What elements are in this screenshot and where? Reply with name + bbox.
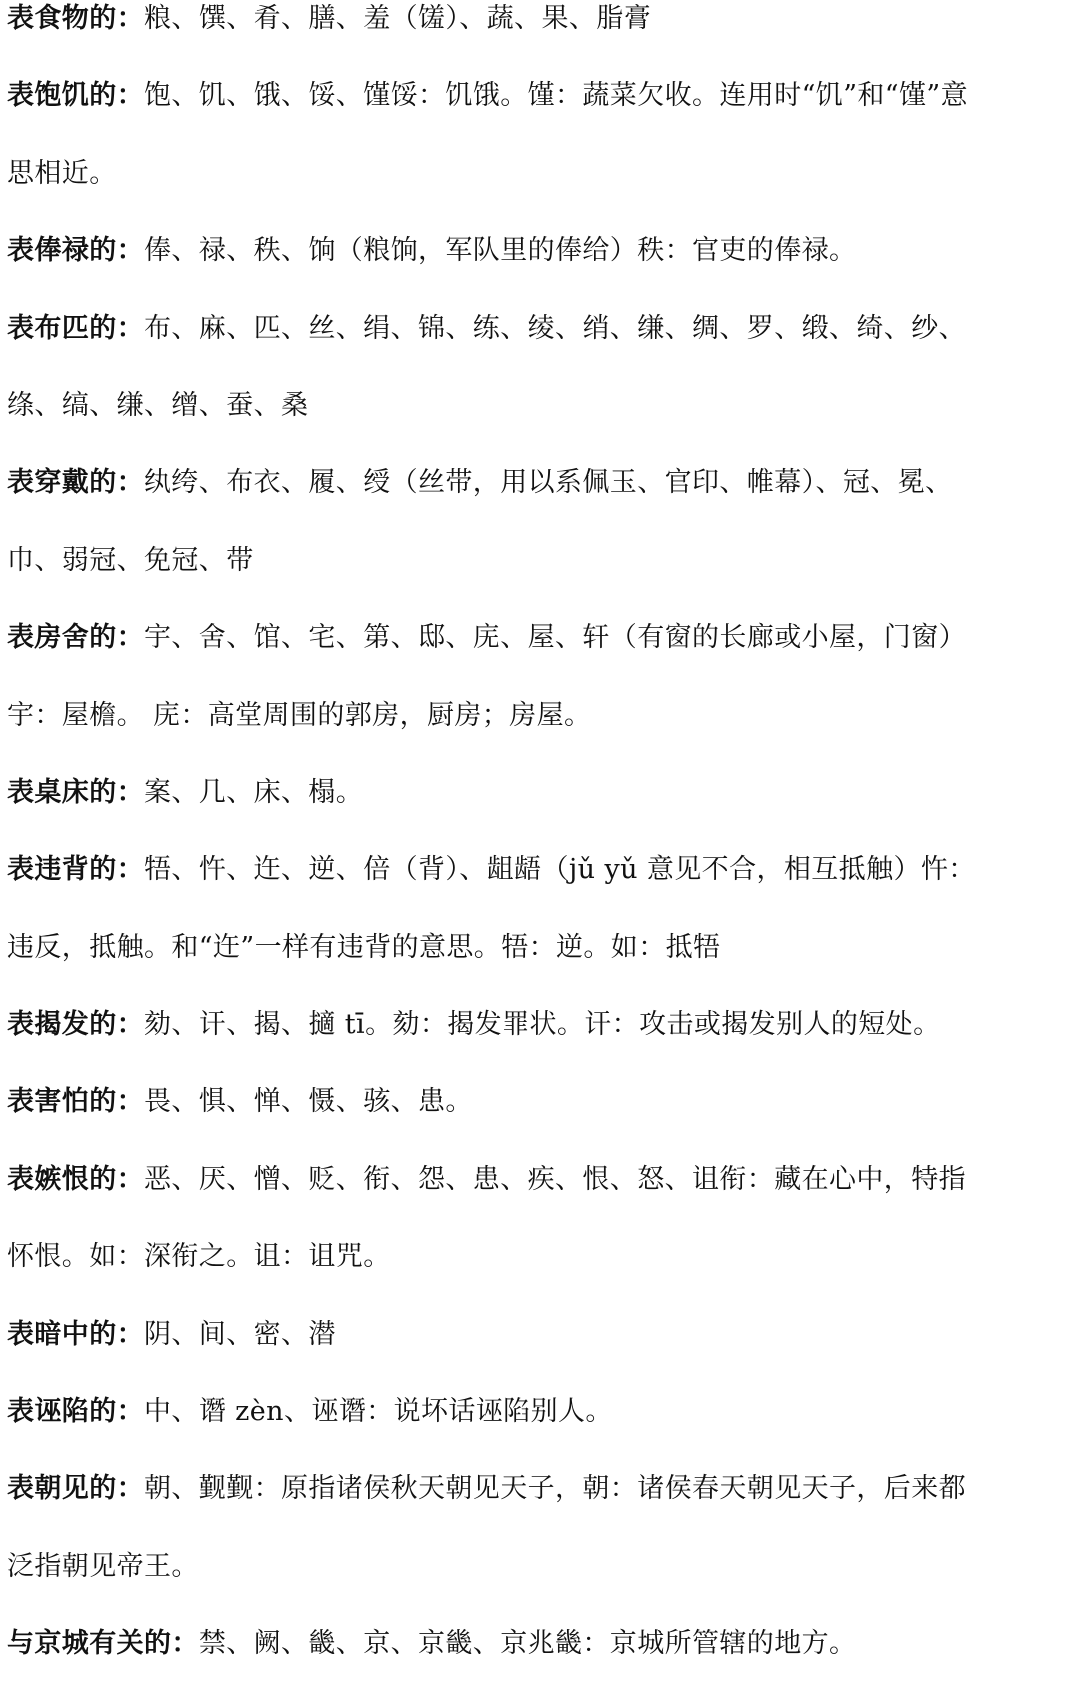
line-text: 饱、饥、饿、馁、馑馁：饥饿。馑：蔬菜欠收。连用时“饥”和“馑”意	[144, 80, 969, 112]
line-label: 表害怕的：	[7, 1086, 144, 1118]
text-line	[7, 677, 1067, 754]
text-line	[7, 522, 1067, 599]
line-label: 表暗中的：	[7, 1318, 144, 1350]
line-text: 俸、禄、秩、饷（粮饷，军队里的俸给）秩：官吏的俸禄。	[144, 235, 857, 267]
line-text: 宇、舍、馆、宅、第、邸、庑、屋、轩（有窗的长廊或小屋，门窗）	[144, 622, 966, 654]
text-line	[7, 1141, 1067, 1218]
text-line	[7, 1450, 1067, 1527]
text-line	[7, 212, 1067, 289]
line-label: 表穿戴的：	[7, 467, 144, 499]
line-label: 表房舍的：	[7, 622, 144, 654]
line-text: 泛指朝见帝王。	[7, 1550, 199, 1582]
line-text: 畏、惧、惮、慑、骇、患。	[144, 1086, 473, 1118]
text-line	[7, 986, 1067, 1063]
line-text: 禁、阙、畿、京、京畿、京兆畿：京城所管辖的地方。	[198, 1628, 857, 1660]
text-line	[7, 1528, 1067, 1605]
text-line	[7, 1605, 1067, 1682]
line-label: 表饱饥的：	[7, 80, 144, 112]
line-text: 绦、缟、缣、缯、蚕、桑	[7, 389, 309, 421]
text-line	[7, 1296, 1067, 1373]
text-line	[7, 290, 1067, 367]
line-text: 中、谮 zèn、诬谮：说坏话诬陷别人。	[144, 1396, 613, 1428]
text-line	[7, 57, 1067, 134]
text-line	[7, 444, 1067, 521]
line-text: 巾、弱冠、免冠、带	[7, 544, 254, 576]
text-line	[7, 754, 1067, 831]
line-label: 表布匹的：	[7, 312, 144, 344]
text-line	[7, 831, 1067, 908]
text-line	[7, 367, 1067, 444]
text-line	[7, 599, 1067, 676]
line-label: 表桌床的：	[7, 776, 144, 808]
line-text: 恶、厌、憎、贬、衔、怨、患、疾、恨、怒、诅衔：藏在心中，特指	[144, 1163, 966, 1195]
line-label: 表食物的：	[7, 3, 144, 34]
line-label: 表揭发的：	[7, 1009, 144, 1041]
line-text: 粮、馔、肴、膳、羞（馐）、蔬、果、脂膏	[144, 3, 652, 34]
line-text: 宇：屋檐。 庑：高堂周围的郭房，厨房；房屋。	[7, 699, 592, 731]
line-label: 表朝见的：	[7, 1473, 144, 1505]
line-label: 与京城有关的：	[7, 1628, 199, 1660]
line-text: 劾、讦、揭、擿 tī。劾：揭发罪状。讦：攻击或揭发别人的短处。	[144, 1009, 941, 1041]
line-label: 表俸禄的：	[7, 235, 144, 267]
line-text: 思相近。	[7, 157, 117, 189]
text-line	[7, 1063, 1067, 1140]
text-line	[7, 909, 1067, 986]
line-text: 牾、忤、迕、逆、倍（背）、龃龉（jǔ yǔ 意见不合，相互抵触）忤：	[144, 854, 976, 886]
text-line	[7, 135, 1067, 212]
text-line	[7, 1373, 1067, 1450]
line-text: 阴、间、密、潜	[144, 1318, 336, 1350]
text-line	[7, 1218, 1067, 1295]
line-text: 案、几、床、榻。	[144, 776, 364, 808]
line-label: 表嫉恨的：	[7, 1163, 144, 1195]
line-text: 怀恨。如：深衔之。诅：诅咒。	[7, 1241, 391, 1273]
line-label: 表诬陷的：	[7, 1396, 144, 1428]
document-page	[7, 0, 1067, 1683]
line-text: 违反，抵触。和“迕”一样有违背的意思。牾：逆。如：抵牾	[7, 931, 721, 963]
line-text: 布、麻、匹、丝、绢、锦、练、绫、绡、缣、绸、罗、缎、绮、纱、	[144, 312, 966, 344]
line-text: 朝、觐觐：原指诸侯秋天朝见天子，朝：诸侯春天朝见天子，后来都	[144, 1473, 966, 1505]
line-label: 表违背的：	[7, 854, 144, 886]
text-line	[7, 0, 1067, 57]
line-text: 纨绔、布衣、履、绶（丝带，用以系佩玉、官印、帷幕）、冠、冕、	[144, 467, 953, 499]
